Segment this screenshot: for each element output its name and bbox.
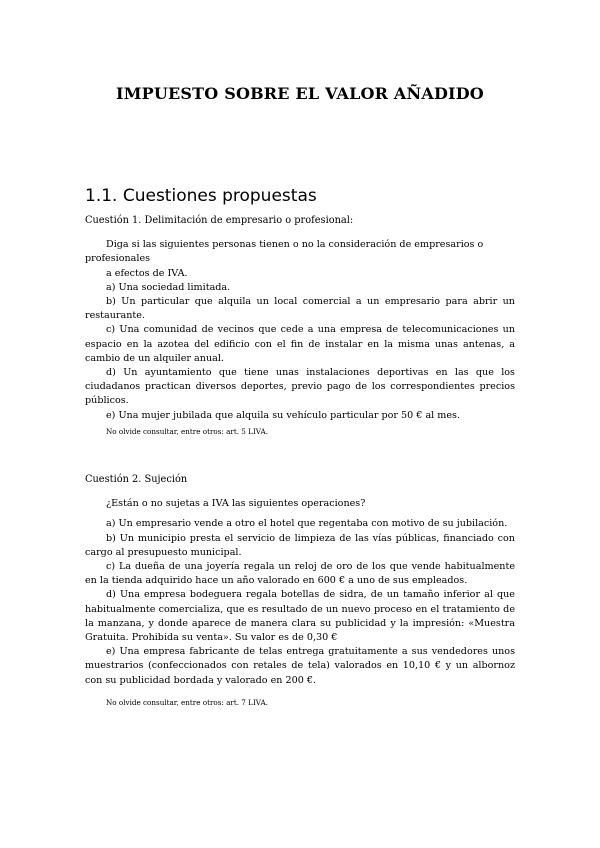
question-2 [85, 473, 515, 710]
question-1-note: No olvide consultar, entre otros: art. 5 LIVA. [106, 426, 268, 436]
list-item: a) Una sociedad limitada. [106, 281, 231, 293]
list-item: b) Un municipio presta el servicio de limpieza de las vías públicas, financiado con cargo al presupuesto municipal. [85, 532, 515, 558]
question-2-note: No olvide consultar, entre otros: art. 7 LIVA. [106, 697, 268, 707]
question-2-heading: Cuestión 2. Sujeción [85, 474, 188, 485]
list-item: e) Una empresa fabricante de telas entrega gratuitamente a sus vendedores unos muestrarios (confeccionados con retales de tela) valorados en 10,10 € y un albornoz con su publicidad bordada y valorado en 200 €. [85, 646, 515, 686]
question-1-intro-line1: Diga si las siguientes personas tienen o no la consideración de empresarios o profesionales [85, 239, 484, 265]
question-1-intro-line2: a efectos de IVA. [106, 267, 188, 279]
question-1 [85, 214, 515, 439]
document-title: IMPUESTO SOBRE EL VALOR AÑADIDO [116, 84, 484, 103]
section-title: 1.1. Cuestiones propuestas [85, 186, 317, 206]
list-item: c) Una comunidad de vecinos que cede a una empresa de telecomunicaciones un espacio en la azotea del edificio con el fin de instalar en la misma unas antenas, a cambio de un alquiler anual. [85, 324, 515, 364]
list-item: d) Una empresa bodeguera regala botellas de sidra, de un tamaño inferior al que habitualmente comercializa, que es resultado de un nuevo proceso en el tratamiento de la manzana, y donde aparece de manera clara su publicidad y la impresión: «Muestra Gratuita. Prohibida su venta». Su valor es de 0,30 € [85, 589, 515, 644]
question-2-intro-line1: ¿Están o no sujetas a IVA las siguientes operaciones? [106, 498, 366, 510]
question-1-heading: Cuestión 1. Delimitación de empresario o profesional: [85, 215, 354, 226]
list-item: b) Un particular que alquila un local comercial a un empresario para abrir un restaurante. [85, 296, 515, 322]
list-item: c) La dueña de una joyería regala un reloj de oro de los que vende habitualmente en la tienda adquirido hace un año valorado en 600 € a uno de sus empleados. [85, 561, 515, 587]
list-item: e) Una mujer jubilada que alquila su vehículo particular por 50 € al mes. [106, 409, 461, 421]
list-item: d) Un ayuntamiento que tiene unas instalaciones deportivas en las que los ciudadanos practican diversos deportes, previo pago de los correspondientes precios públicos. [85, 367, 515, 407]
list-item: a) Un empresario vende a otro el hotel que regentaba con motivo de su jubilación. [106, 518, 508, 530]
